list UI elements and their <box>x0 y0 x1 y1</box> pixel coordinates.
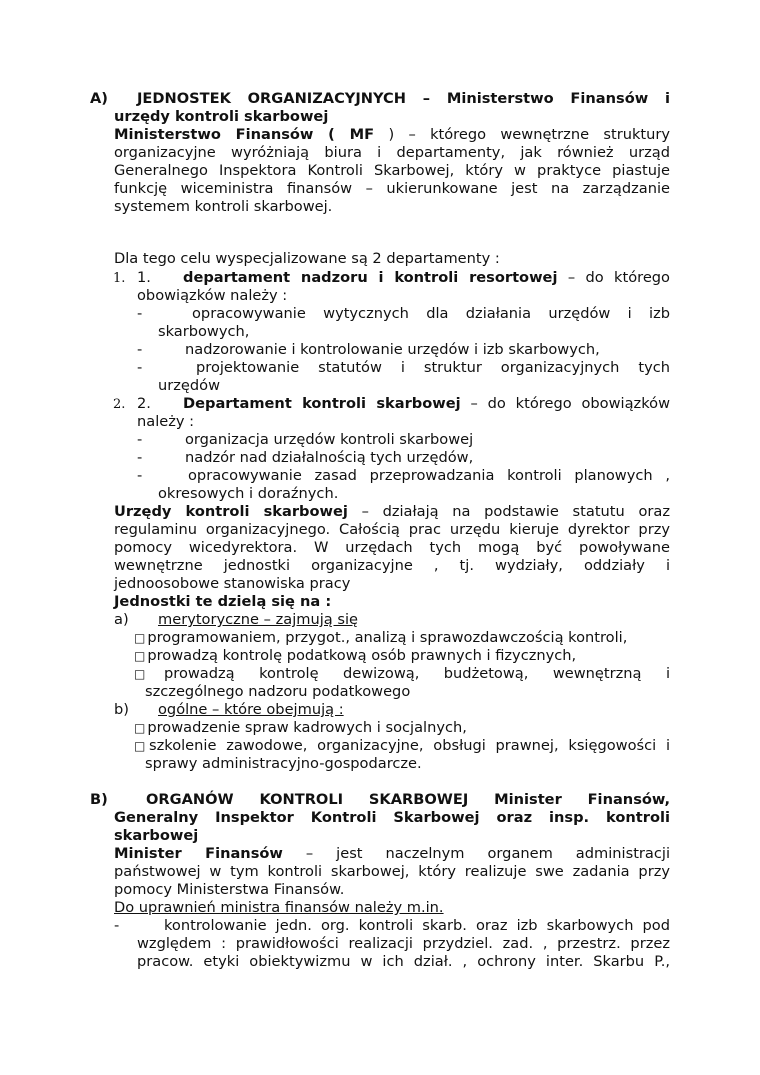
dep1-item-1-line2: skarbowych, <box>158 323 250 340</box>
dep2-rest-text: – do którego obowiązków <box>470 395 671 412</box>
dep2-outer-number: 2. <box>113 397 126 412</box>
mf-paragraph-line3: Generalnego Inspektora Kontroli Skarbowej, który w praktyce piastuje <box>114 162 670 179</box>
section-b-heading-line2: Generalny Inspektor Kontroli Skarbowej oraz insp. kontroli <box>114 809 670 826</box>
mf-paragraph-line4: funkcję wiceministra finansów – ukierunkowane jest na zarządzanie <box>114 180 670 197</box>
units-a-item-1 <box>134 629 627 647</box>
minister-power-line3: pracow. etyki obiektywizmu w ich dział. , ochrony inter. Skarbu P., <box>137 953 670 970</box>
dep2-dash-1: - <box>137 431 143 448</box>
section-a-heading-line2: urzędy kontroli skarbowej <box>114 108 329 125</box>
minister-bold-term: Minister Finansów <box>114 845 283 862</box>
minister-power-line2: względem : prawidłowości realizacji przydziel. zad. , przestrz. przez <box>137 935 670 952</box>
units-b-item-2-box <box>134 737 147 755</box>
dep1-item-2: nadzorowanie i kontrolowanie urzędów i izb skarbowych, <box>185 341 600 358</box>
checkbox-icon: □ <box>134 739 146 753</box>
uks-paragraph-line5: jednoosobowe stanowiska pracy <box>114 575 351 592</box>
uks-bold-term: Urzędy kontroli skarbowej <box>114 503 348 520</box>
units-a-item-2-text: prowadzą kontrolę podatkową osób prawnych i fizycznych, <box>147 647 577 664</box>
checkbox-icon: □ <box>134 649 146 663</box>
dep2-item-3-line2: okresowych i doraźnych. <box>158 485 339 502</box>
mf-rest-text: ) – którego wewnętrzne struktury <box>388 126 671 143</box>
dep1-bold-title: departament nadzoru i kontroli resortowej <box>183 269 558 286</box>
units-a-label: merytoryczne – zajmują się <box>158 611 359 628</box>
units-heading: Jednostki te dzielą się na : <box>114 593 332 610</box>
dep2-inner-number: 2. <box>137 395 151 412</box>
uks-paragraph-line4: wewnętrzne jednostki organizacyjne , tj. wydziały, oddziały i <box>114 557 670 574</box>
dep1-title-line <box>183 269 670 287</box>
mf-paragraph-line1 <box>114 126 670 144</box>
dep1-rest-text: – do którego <box>567 269 670 286</box>
dep1-dash-3: - <box>137 359 143 376</box>
checkbox-icon: □ <box>134 721 146 735</box>
dep1-duties-label: obowiązków należy : <box>137 287 288 304</box>
dep1-dash-1: - <box>137 305 143 322</box>
mf-bold-term: Ministerstwo Finansów ( MF <box>114 126 375 143</box>
dep1-item-1-line1: opracowywanie wytycznych dla działania urzędów i izb <box>192 305 670 322</box>
uks-paragraph-line2: regulaminu organizacyjnego. Całością prac urzędu kieruje dyrektor przy <box>114 521 670 538</box>
minister-paragraph-line2: państwowej w tym kontroli skarbowej, który realizuje swe zadania przy <box>114 863 670 880</box>
units-b-item-1 <box>134 719 467 737</box>
checkbox-icon: □ <box>134 631 146 645</box>
dep2-dash-3: - <box>137 467 143 484</box>
dep1-inner-number: 1. <box>137 269 151 286</box>
units-b-item-2-line1: szkolenie zawodowe, organizacyjne, obsługi prawnej, księgowości i <box>149 737 670 754</box>
dep2-dash-2: - <box>137 449 143 466</box>
dep2-title-line <box>183 395 670 413</box>
minister-power-line1: kontrolowanie jedn. org. kontroli skarb. oraz izb skarbowych pod <box>164 917 670 934</box>
units-b-item-2-line2: sprawy administracyjno-gospodarcze. <box>145 755 422 772</box>
section-b-heading-line1: ORGANÓW KONTROLI SKARBOWEJ Minister Finansów, <box>146 791 670 808</box>
units-b-marker: b) <box>114 701 129 718</box>
dep1-item-3-line2: urzędów <box>158 377 221 394</box>
units-a-marker: a) <box>114 611 129 628</box>
mf-paragraph-line5: systemem kontroli skarbowej. <box>114 198 333 215</box>
section-b-heading-line3: skarbowej <box>114 827 199 844</box>
units-b-label: ogólne – które obejmują : <box>158 701 344 718</box>
dep2-item-2: nadzór nad działalnością tych urzędów, <box>185 449 474 466</box>
mf-paragraph-line2: organizacyjne wyróżniają biura i departamenty, jak również urząd <box>114 144 670 161</box>
section-a-heading-line1: JEDNOSTEK ORGANIZACYJNYCH – Ministerstwo Finansów i <box>137 90 670 107</box>
uks-paragraph-line1 <box>114 503 670 521</box>
dep1-dash-2: - <box>137 341 143 358</box>
departments-intro: Dla tego celu wyspecjalizowane są 2 departamenty : <box>114 250 500 267</box>
uks-rest-text: – działają na podstawie statutu oraz <box>361 503 670 520</box>
dep2-item-1: organizacja urzędów kontroli skarbowej <box>185 431 474 448</box>
minister-paragraph-line3: pomocy Ministerstwa Finansów. <box>114 881 345 898</box>
dep1-item-3-line1: projektowanie statutów i struktur organizacyjnych tych <box>196 359 670 376</box>
checkbox-icon: □ <box>134 667 146 681</box>
units-b-item-1-text: prowadzenie spraw kadrowych i socjalnych, <box>147 719 467 736</box>
units-a-item-1-text: programowaniem, przygot., analizą i sprawozdawczością kontroli, <box>147 629 628 646</box>
dep2-bold-title: Departament kontroli skarbowej <box>183 395 461 412</box>
dep2-item-3-line1: opracowywanie zasad przeprowadzania kontroli planowych , <box>188 467 670 484</box>
dep2-duties-label: należy : <box>137 413 195 430</box>
section-b-marker: B) <box>90 791 108 808</box>
minister-powers-heading: Do uprawnień ministra finansów należy m.in. <box>114 899 444 916</box>
units-a-item-3-line1: prowadzą kontrolę dewizową, budżetową, wewnętrzną i <box>164 665 670 682</box>
uks-paragraph-line3: pomocy wicedyrektora. W urzędach tych mogą być powoływane <box>114 539 670 556</box>
units-a-item-3-line2: szczególnego nadzoru podatkowego <box>145 683 411 700</box>
units-a-item-2 <box>134 647 576 665</box>
minister-paragraph-line1 <box>114 845 670 863</box>
section-a-marker: A) <box>90 90 108 107</box>
dep1-outer-number: 1. <box>113 271 126 286</box>
minister-rest-text: – jest naczelnym organem administracji <box>305 845 670 862</box>
minister-power-dash: - <box>114 917 120 934</box>
units-a-item-3-box <box>134 665 147 683</box>
